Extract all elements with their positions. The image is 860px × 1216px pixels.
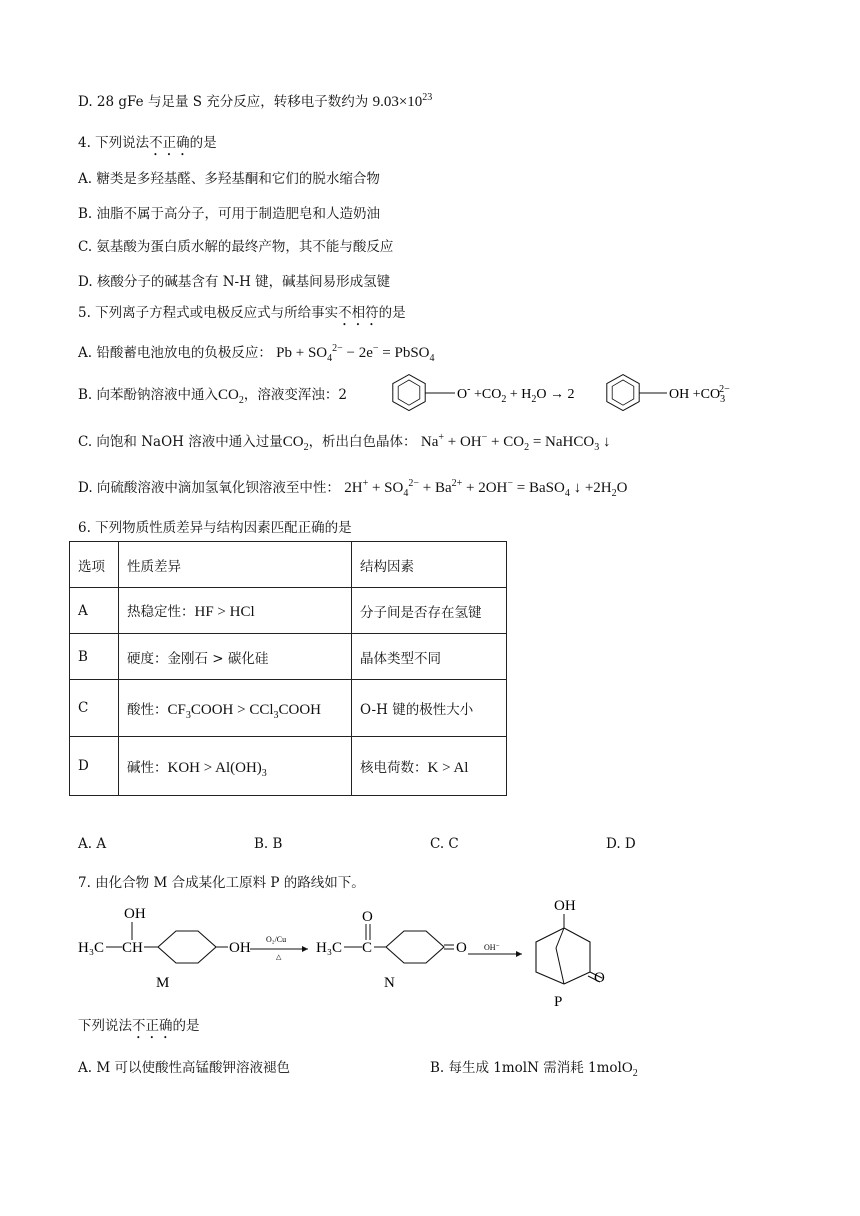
q6-option-a: A. A — [78, 836, 107, 852]
q5-option-c: C. 向饱和 NaOH 溶液中通入过量$CO_2$，析出白色晶体： $Na^+ + OH^- + CO_2$ = NaHCO$_3$ ↓ — [78, 432, 611, 453]
q6-stem: 6. 下列物质性质差异与结构因素匹配正确的是 — [78, 520, 352, 536]
q6-option-d: D. D — [606, 836, 636, 852]
svg-text:OH⁻: OH⁻ — [484, 943, 500, 952]
q4-stem: 4. 下列说法不正确的是 — [78, 135, 217, 151]
q4-option-d: D. 核酸分子的碱基含有 N-H 键，碱基间易形成氢键 — [78, 274, 391, 290]
svg-text:CH: CH — [122, 940, 143, 956]
compound-n-label: N — [384, 975, 395, 991]
q7-option-b: B. 每生成 1molN 需消耗 1molO$_2$ — [430, 1060, 638, 1079]
table-header-row: 选项 性质差异 结构因素 — [70, 542, 507, 588]
compound-p-label: P — [554, 994, 563, 1010]
compound-m-label: M — [156, 975, 170, 991]
svg-text:O: O — [456, 940, 467, 956]
svg-text:△: △ — [276, 953, 282, 961]
q5-option-a: A. 铅酸蓄电池放电的负极反应： $Pb + SO_4^{2-} - 2e^-$ = PbSO$_4$ — [78, 343, 435, 364]
svg-text:OH: OH — [554, 898, 576, 914]
phenol-equation — [385, 373, 765, 417]
q5-stem: 5. 下列离子方程式或电极反应式与所给事实不相符的是 — [78, 305, 406, 321]
q7-question-stem: 下列说法不正确的是 — [78, 1018, 200, 1034]
svg-text:O₂/Cu: O₂/Cu — [266, 935, 287, 944]
table-row: C 酸性：$CF_3COOH$ > CCl$_3$COOH O-H 键的极性大小 — [70, 680, 507, 737]
q5-option-d: D. 向硫酸溶液中滴加氢氧化钡溶液至中性： $2H^+ + SO_4^{2-} + Ba^{2+} + 2OH^-$ = BaSO$_4$ ↓ $+2H_2O$ — [78, 478, 628, 499]
svg-text:OH +CO32−: OH $+CO_32-$ — [669, 384, 730, 405]
q6-option-b: B. B — [254, 836, 283, 852]
synthesis-route-diagram — [76, 892, 636, 1012]
svg-text:O: O — [362, 909, 373, 925]
svg-text:H₃C: H₃C — [316, 940, 343, 956]
q7-stem: 7. 由化合物 M 合成某化工原料 P 的路线如下。 — [78, 875, 365, 891]
q6-option-c: C. C — [430, 836, 459, 852]
q4-option-b: B. 油脂不属于高分子，可用于制造肥皂和人造奶油 — [78, 206, 381, 222]
svg-text:C: C — [362, 940, 373, 956]
table-row: D 碱性：KOH > $Al(OH)_3$ 核电荷数：K > Al — [70, 737, 507, 796]
q6-table — [69, 541, 507, 796]
q4-option-c: C. 氨基酸为蛋白质水解的最终产物，其不能与酸反应 — [78, 239, 394, 255]
q4-option-a: A. 糖类是多羟基醛、多羟基酮和它们的脱水缩合物 — [78, 171, 380, 187]
svg-text:O: O — [594, 970, 605, 986]
svg-text:OH: OH — [229, 940, 251, 956]
q7-option-a: A. M 可以使酸性高锰酸钾溶液褪色 — [78, 1060, 290, 1076]
table-row: B 硬度：金刚石 > 碳化硅 晶体类型不同 — [70, 634, 507, 680]
svg-text:OH: OH — [124, 906, 146, 922]
table-row: A 热稳定性：HF > HCl 分子间是否存在氢键 — [70, 588, 507, 634]
svg-text:H₃C: H₃C — [78, 940, 105, 956]
q5-option-b: B. 向苯酚钠溶液中通入$CO_2$，溶液变浑浊：2 — [78, 387, 347, 406]
q3-option-d: D. 28 gFe 与足量 S 充分反应，转移电子数约为 $9.03\times 10^{23}$ — [78, 92, 433, 110]
svg-text:O- +CO2 + H2O → 2: $O^- +CO_2 + H_2O \to 2$ — [457, 384, 575, 405]
